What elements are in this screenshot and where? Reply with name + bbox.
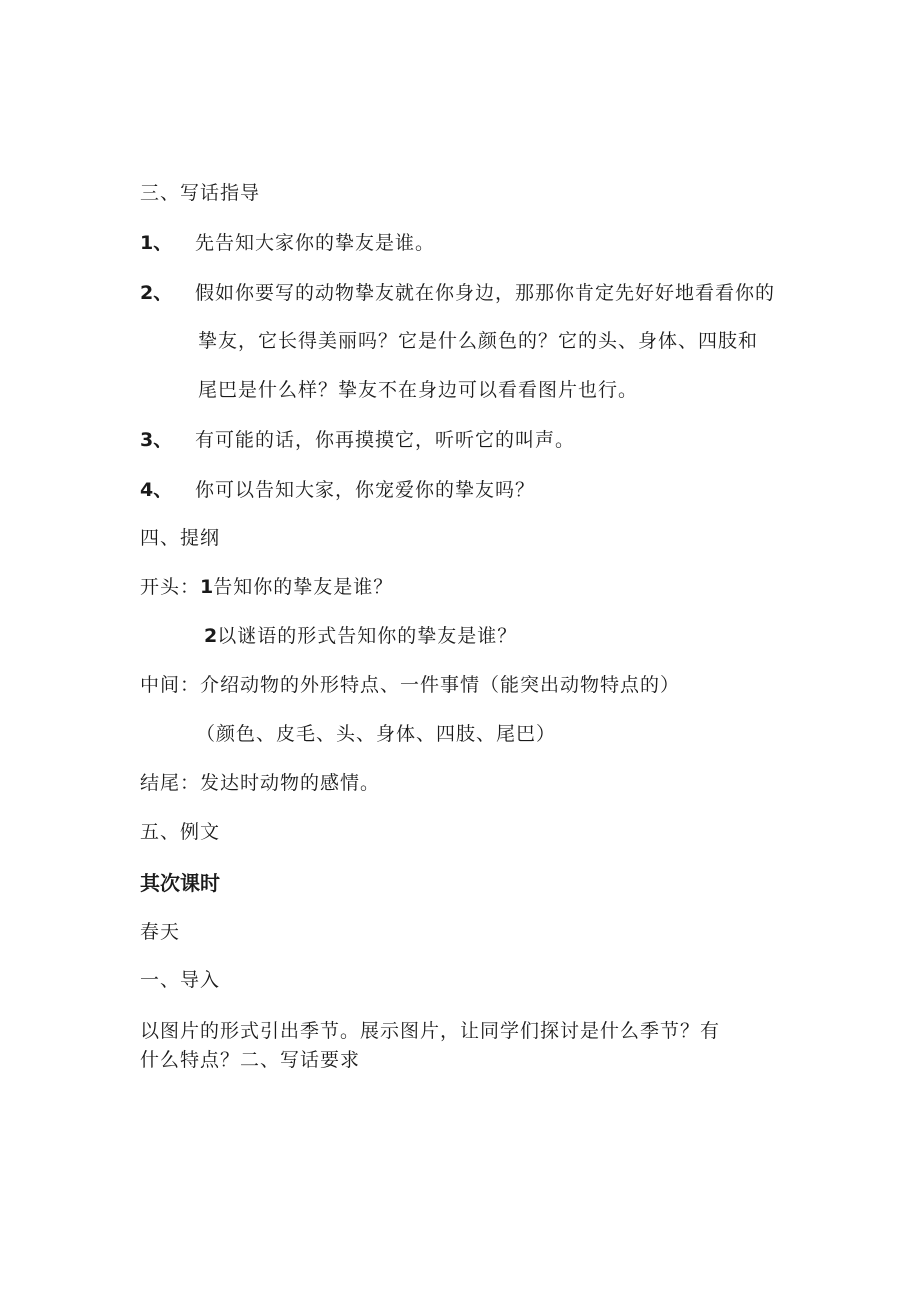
middle-label: 中间：: [140, 674, 201, 696]
item-text-continued: 挚友，它长得美丽吗？它是什么颜色的？它的头、身体、四肢和: [198, 330, 759, 352]
outline-opening-2: [204, 624, 517, 648]
opening-text: 以谜语的形式告知你的挚友是谁？: [217, 625, 518, 647]
item-text-continued: 尾巴是什么样？挚友不在身边可以看看图片也行。: [198, 379, 639, 401]
item-text: 先告知大家你的挚友是谁。: [195, 232, 436, 254]
middle-text: 介绍动物的外形特点、一件事情（能突出动物特点的）: [200, 674, 681, 696]
item-text: 假如你要写的动物挚友就在你身边，那那你肯定先好好地看看你的: [195, 282, 776, 304]
item-text: 你可以告知大家，你宠爱你的挚友吗？: [195, 479, 536, 501]
section-heading-intro: 一、导入: [140, 969, 221, 991]
outline-middle: [140, 673, 680, 697]
section-heading-outline: 四、提纲: [140, 527, 221, 549]
opening-number: 1: [200, 576, 214, 598]
item-number: 2、: [140, 282, 173, 304]
section-heading-writing-guide: 三、写话指导: [140, 182, 261, 204]
intro-paragraph-line-1: 以图片的形式引出季节。展示图片，让同学们探讨是什么季节？有: [140, 1020, 721, 1042]
ending-text: 发达时动物的感情。: [200, 772, 381, 794]
outline-ending: [140, 771, 380, 795]
outline-middle-details: （颜色、皮毛、头、身体、四肢、尾巴）: [196, 723, 557, 745]
opening-number: 2: [204, 625, 218, 647]
opening-text: 告知你的挚友是谁？: [213, 576, 394, 598]
lesson-topic: 春天: [140, 921, 181, 943]
item-text: 有可能的话，你再摸摸它，听听它的叫声。: [195, 429, 576, 451]
outline-opening-1: [140, 575, 393, 599]
item-number: 4、: [140, 479, 173, 501]
opening-label: 开头：: [140, 576, 201, 598]
section-heading-example: 五、例文: [140, 821, 221, 843]
ending-label: 结尾：: [140, 772, 201, 794]
item-number: 3、: [140, 429, 173, 451]
item-number: 1、: [140, 232, 173, 254]
intro-paragraph-line-2: 什么特点？二、写话要求: [140, 1049, 361, 1071]
lesson-title: 其次课时: [140, 871, 220, 895]
